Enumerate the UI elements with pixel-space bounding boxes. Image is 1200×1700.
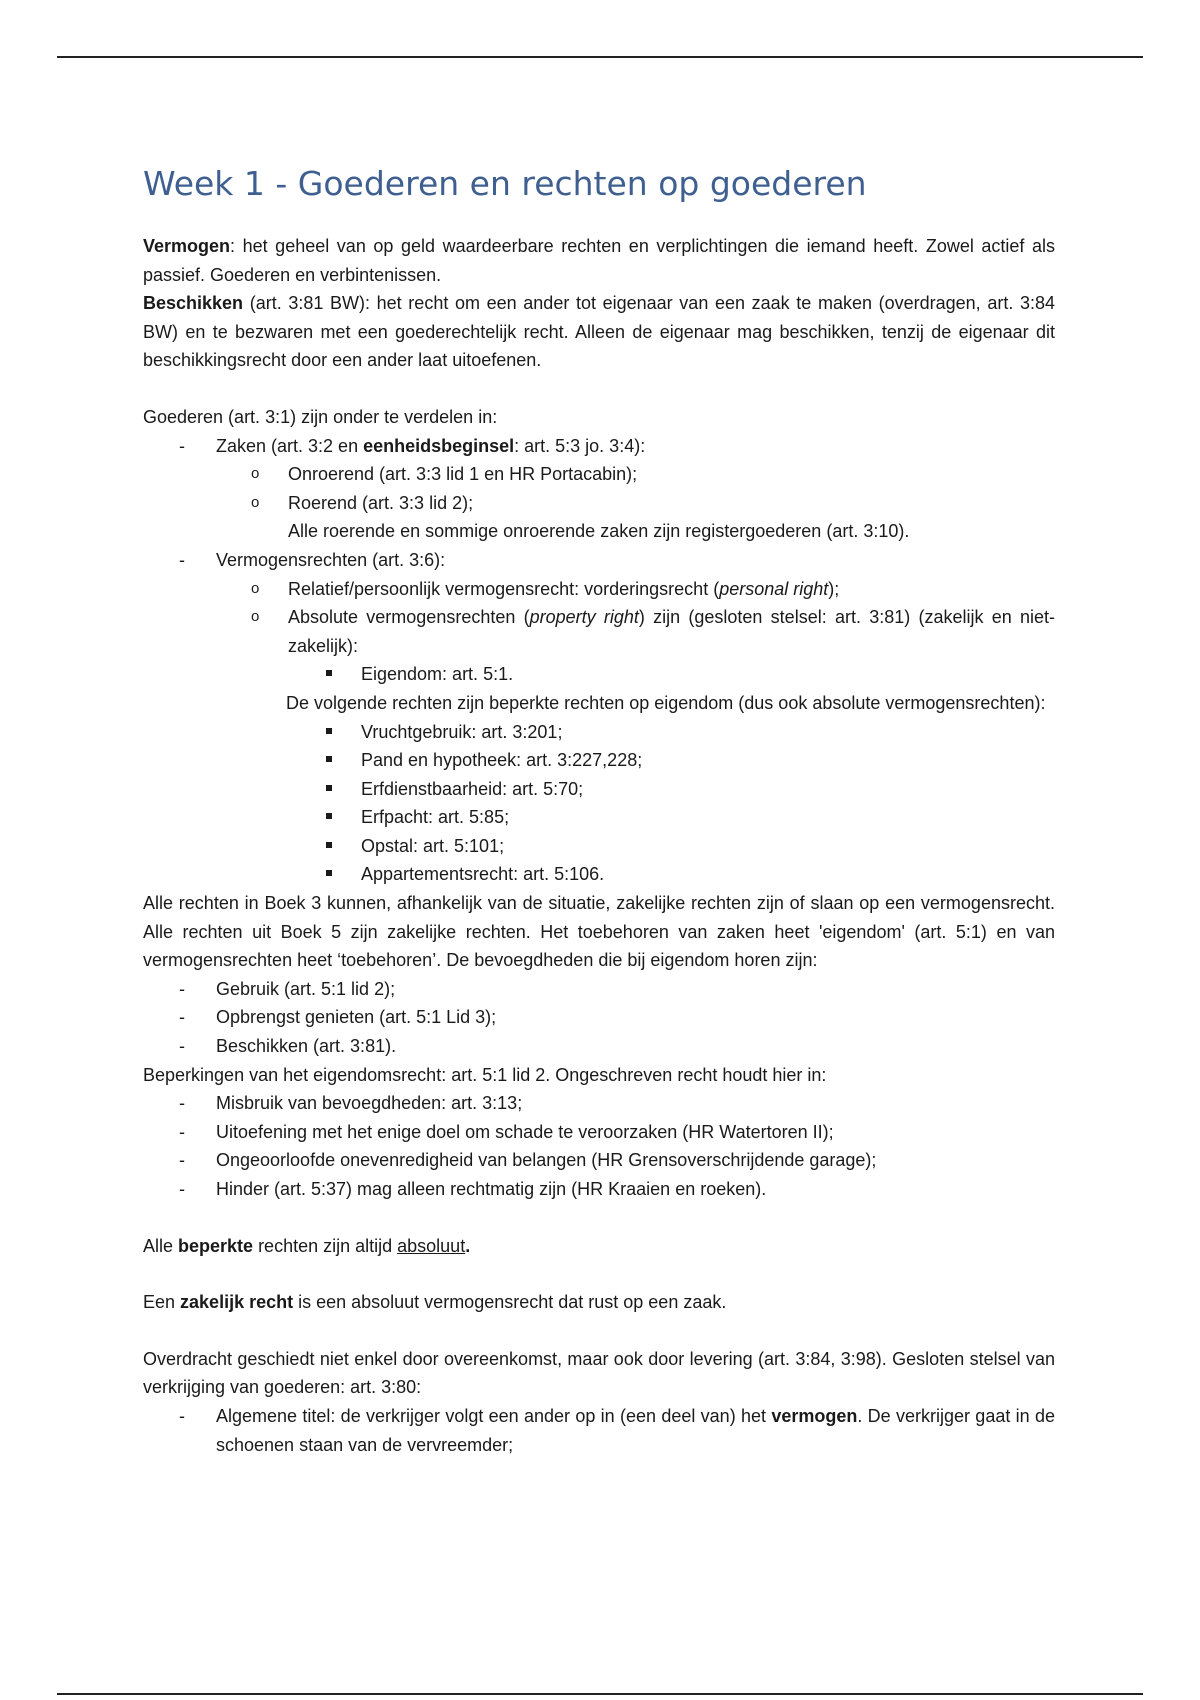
bullet-square-icon (326, 785, 332, 791)
term-vermogen: Vermogen (143, 236, 231, 256)
beperkte-list (143, 718, 1055, 890)
list-item: Opstal: art. 5:101; (143, 832, 1055, 861)
bullet-square-icon (326, 813, 332, 819)
header-rule (57, 56, 1143, 58)
bullet-square-icon (326, 728, 332, 734)
beperkte-sentence: Alle beperkte rechten zijn altijd absoluut. (143, 1235, 471, 1256)
list-item: - Algemene titel: de verkrijger volgt een ander op in (een deel van) het vermogen. De verkrijger gaat in de schoenen staan van de vervreemder; (179, 1405, 1055, 1455)
list-item: - Misbruik van bevoegdheden: art. 3:13; (179, 1093, 523, 1114)
list-item: Erfdienstbaarheid: art. 5:70; (143, 775, 1055, 804)
list-item: o Relatief/persoonlijk vermogensrecht: vorderingsrecht (personal right); (251, 578, 840, 599)
beperkingen-list (143, 1089, 1055, 1203)
bullet-square-icon (326, 842, 332, 848)
footer-rule (57, 1693, 1143, 1695)
beperkte-lead: De volgende rechten zijn beperkte rechten op eigendom (dus ook absolute vermogensrechten): (286, 692, 1046, 713)
list-item: Vruchtgebruik: art. 3:201; (143, 718, 1055, 747)
register-note: Alle roerende en sommige onroerende zaken zijn registergoederen (art. 3:10). (288, 521, 910, 542)
list-item: o Absolute vermogensrechten (property right) zijn (gesloten stelsel: art. 3:81) (zakelijk en niet-zakelijk): (251, 607, 1055, 656)
bullet-square-icon (326, 756, 332, 762)
list-item: - Hinder (art. 5:37) mag alleen rechtmatig zijn (HR Kraaien en roeken). (179, 1179, 767, 1199)
list-item: - Ongeoorloofde onevenredigheid van belangen (HR Grensoverschrijdende garage); (179, 1150, 877, 1171)
vermogen-definition: Vermogen: het geheel van op geld waardeerbare rechten en verplichtingen die iemand heeft. Zowel actief als passief. Goederen en verbintenissen. (143, 236, 1055, 285)
list-item: - Opbrengst genieten (art. 5:1 Lid 3); (179, 1007, 497, 1028)
overdracht-paragraph: Overdracht geschiedt niet enkel door overeenkomst, maar ook door levering (art. 3:84, 3:98). Gesloten stelsel van verkrijging van goederen: art. 3:80: (143, 1348, 1055, 1398)
page-title: Week 1 - Goederen en rechten op goederen (143, 164, 867, 203)
beperkingen-lead: Beperkingen van het eigendomsrecht: art. 5:1 lid 2. Ongeschreven recht houdt hier in: (143, 1064, 827, 1085)
list-item: - Gebruik (art. 5:1 lid 2); (179, 978, 396, 999)
list-item: o Onroerend (art. 3:3 lid 1 en HR Portacabin); (251, 464, 638, 485)
list-item: o Roerend (art. 3:3 lid 2); (251, 492, 474, 513)
list-item: - Uitoefening met het enige doel om schade te veroorzaken (HR Watertoren II); (179, 1121, 834, 1142)
bullet-square-icon (326, 870, 332, 876)
term-beschikken: Beschikken (143, 293, 244, 314)
verkrijging-list (143, 1402, 1055, 1459)
goederen-list (143, 432, 1055, 518)
bevoegdheden-list (143, 975, 1055, 1061)
beschikken-definition: Beschikken (art. 3:81 BW): het recht om een ander tot eigenaar van een zaak te maken (overdragen, art. 3:84 BW) en te bezwaren met een goederechtelijk recht. Alleen de eigenaar mag beschikken, tenzij de eigenaar dit beschikkingsrecht door een ander laat uitoefenen. (143, 293, 1055, 371)
list-item: Appartementsrecht: art. 5:106. (143, 860, 1055, 889)
list-item: Eigendom: art. 5:1. (143, 660, 1055, 689)
document-body (143, 162, 1055, 1459)
list-item: Pand en hypotheek: art. 3:227,228; (143, 746, 1055, 775)
list-item: - Zaken (art. 3:2 en eenheidsbeginsel: art. 5:3 jo. 3:4): (179, 435, 646, 456)
goederen-lead: Goederen (art. 3:1) zijn onder te verdelen in: (143, 406, 498, 427)
boek-paragraph: Alle rechten in Boek 3 kunnen, afhankelijk van de situatie, zakelijke rechten zijn of slaan op een vermogensrecht. Alle rechten uit Boek 5 zijn zakelijke rechten. Het toebehoren van zaken heet 'eigendom' (art. 5:1) en van vermogensrechten heet ‘toebehoren’. De bevoegdheden die bij eigendom horen zijn: (143, 893, 1055, 971)
zakelijk-sentence: Een zakelijk recht is een absoluut vermogensrecht dat rust op een zaak. (143, 1292, 727, 1313)
list-item: - Beschikken (art. 3:81). (179, 1036, 397, 1057)
list-item: - Vermogensrechten (art. 3:6): (179, 549, 446, 570)
bullet-square-icon (326, 670, 332, 676)
list-item: Erfpacht: art. 5:85; (143, 803, 1055, 832)
